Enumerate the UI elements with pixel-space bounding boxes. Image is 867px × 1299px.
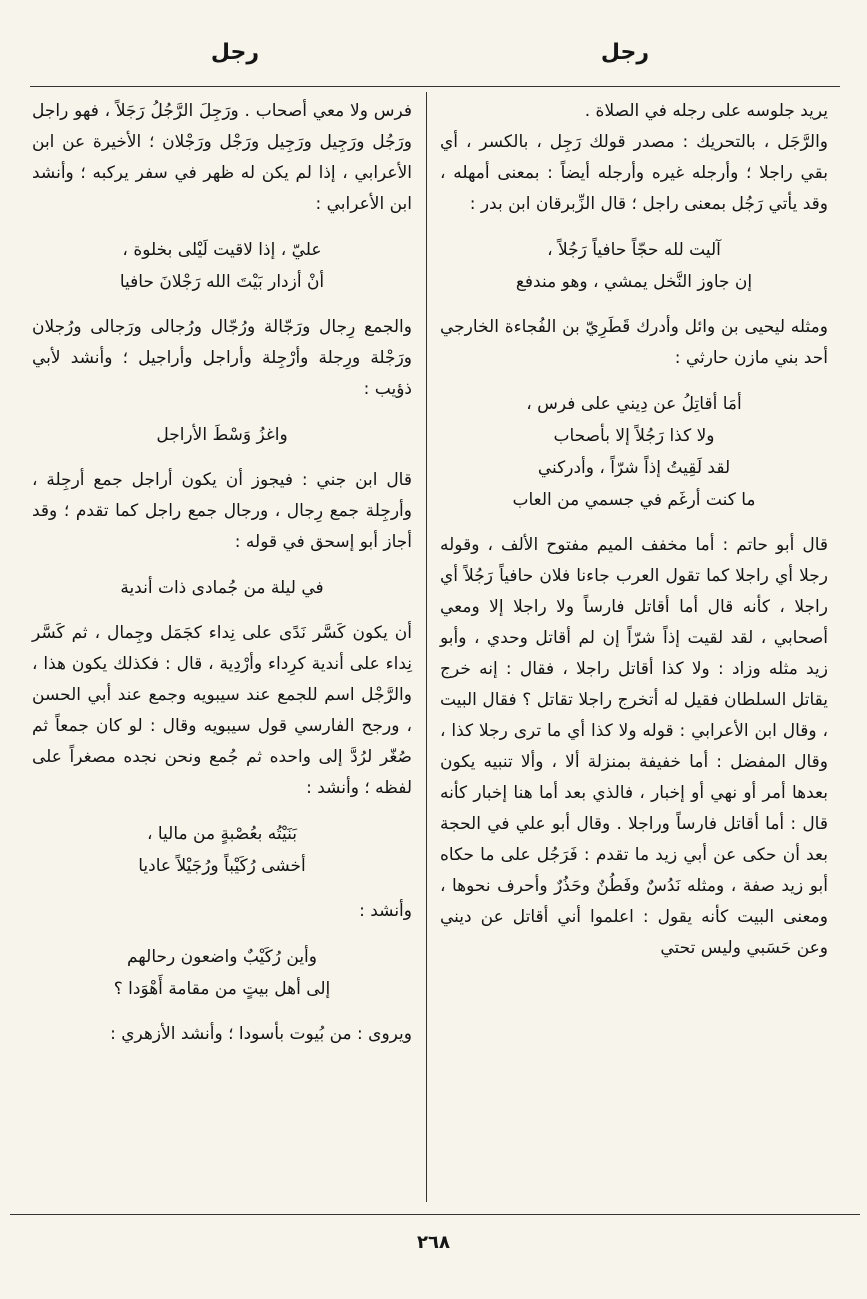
column-divider [426, 92, 427, 1202]
page-number: ٢٦٨ [417, 1232, 450, 1253]
verse [32, 419, 412, 451]
right-column [440, 96, 828, 964]
paragraph: فرس ولا معي أصحاب . ورَجِلَ الرَّجُلُ رَجَلاً ، فهو راجل ورَجُل ورَجِيل ورَجِيل ورَجْل ورَجْلان ؛ الأخيرة عن ابن الأعرابي ، إذا لم يكن له ظهر في سفر يركبه ؛ وأنشد ابن الأعرابي : [32, 101, 412, 214]
header-right-title: رجل [600, 40, 650, 65]
paragraph: أن يكون كَسَّر نَدًى على نِداء كجَمَل وجِمال ، ثم كَسَّر نِداء على أندية كرِداء وأرْدِية ، قال : فكذلك يكون هذا ، والرَّجْل اسم للجمع عند سيبويه وجمع عند أبي الحسن ، ورجح الفارسي قول سيبويه وقال : لو كان جمعاً ثم صُغّر لرُدَّ إلى واحده ثم جُمع ونحن نجده مصغراً على لفظه ؛ وأنشد : [32, 623, 412, 798]
verse-line: ولا كذا رَجُلاً إلا بأصحاب [553, 426, 715, 446]
paragraph: والرَّجَل ، بالتحريك : مصدر قولك رَجِل ، بالكسر ، أي بقي راجلا ؛ وأرجله غيره وأرجله أيضاً : بمعنى أمهله ، وقد يأتي رَجُل بمعنى راجل ؛ قال الزِّبرقان ابن بدر : [440, 132, 828, 214]
verse [440, 234, 828, 298]
verse [440, 388, 828, 516]
verse [32, 572, 412, 604]
paragraph: ومثله ليحيى بن وائل وأدرك قَطَرِيّ بن الفُجاءة الخارجي أحد بني مازن حارثي : [440, 317, 828, 368]
verse [32, 941, 412, 1005]
paragraph: قال أبو حاتم : أما مخفف الميم مفتوح الألف ، وقوله رجلا أي راجلا كما تقول العرب جاءنا فلان حافياً رَجُلاً أي راجلا ، كأنه قال أما أقاتل فارساً ولا راجلا إلا ومعي أصحابي ، لقد لقيت إذاً شرّاً إن لم أقاتل وحدي ، وأبو زيد مثله وزاد : ولا كذا أقاتل راجلا ، فقال : إنه خرج يقاتل السلطان فقيل له أتخرج راجلا تقاتل ؟ فقال البيت ، وقال ابن الأعرابي : قوله ولا كذا أي ما ترى رجلا كذا ، وقال المفضل : أما خفيفة بمنزلة ألا ، وألا تنبيه يكون بعدها أمر أو نهي أو إخبار ، فالذي بعد أما هنا إخبار كأنه قال : أما أقاتل فارساً وراجلا . وقال أبو علي في الحجة بعد أن حكى عن أبي زيد ما تقدم : فَرَجُل على ما حكاه أبو زيد صفة ، ومثله نَدُسٌ وفَطُنٌ وحَذُرٌ وأحرف نحوها ، ومعنى البيت كأنه يقول : اعلموا أني أقاتل عن ديني وعن حَسَبي وليس تحتي [440, 535, 828, 958]
paragraph: قال ابن جني : فيجوز أن يكون أراجل جمع أرجِلة ، وأرجِلة جمع رِجال ، ورجال جمع راجل كما تقدم ؛ وقد أجاز أبو إسحق في قوله : [32, 470, 412, 552]
verse-line: إلى أهل بيتٍ من مقامة أَهْوَدا ؟ [113, 979, 331, 999]
verse-line: إن جاوز النَّخل يمشي ، وهو مندفع [515, 272, 753, 292]
verse-line: واغزُ وَسْطَ الأراجل [156, 425, 288, 445]
verse-line: آليت لله حجّاً حافياً رَجُلاً ، [547, 240, 721, 260]
verse [32, 234, 412, 298]
paragraph: والجمع رِجال ورَجّالة ورُجّال ورُجالى ورَجالى ورُجلان ورَجْلة ورِجلة وأرْجِلة وأراجل وأراجيل ؛ وأنشد لأبي ذؤيب : [32, 317, 412, 399]
verse-line: ما كنت أرغَم في جسمي من العاب [512, 490, 756, 510]
verse-line: وأين رُكَيْبٌ واضعون رحالهم [126, 947, 317, 967]
verse [32, 818, 412, 882]
left-column [32, 96, 412, 1050]
verse-line: في ليلة من جُمادى ذات أندية [120, 578, 324, 598]
paragraph: ويروى : من بُيوت بأسودا ؛ وأنشد الأزهري : [110, 1024, 412, 1044]
verse-line: أنْ أزدار بَيْتَ الله رَجْلانَ حافيا [119, 272, 325, 292]
verse-line: لقد لَقِيتُ إذاً شرّاً ، وأدركني [537, 458, 731, 478]
header-rule [30, 86, 840, 87]
verse-line: عليّ ، إذا لاقيت لَيْلى بخلوة ، [122, 240, 322, 260]
paragraph: وأنشد : [359, 901, 412, 921]
footer-rule [10, 1214, 860, 1215]
verse-line: أخشى رُكَيْباً ورُجَيْلاً عاديا [138, 856, 306, 876]
header-left-title: رجل [210, 40, 260, 65]
verse-line: أمَا أقاتِلُ عن دِيني على فرس ، [526, 394, 742, 414]
verse-line: بَنَيْتُه بعُصْبةٍ من ماليا ، [146, 824, 298, 844]
paragraph: يريد جلوسه على رجله في الصلاة . [584, 101, 828, 121]
